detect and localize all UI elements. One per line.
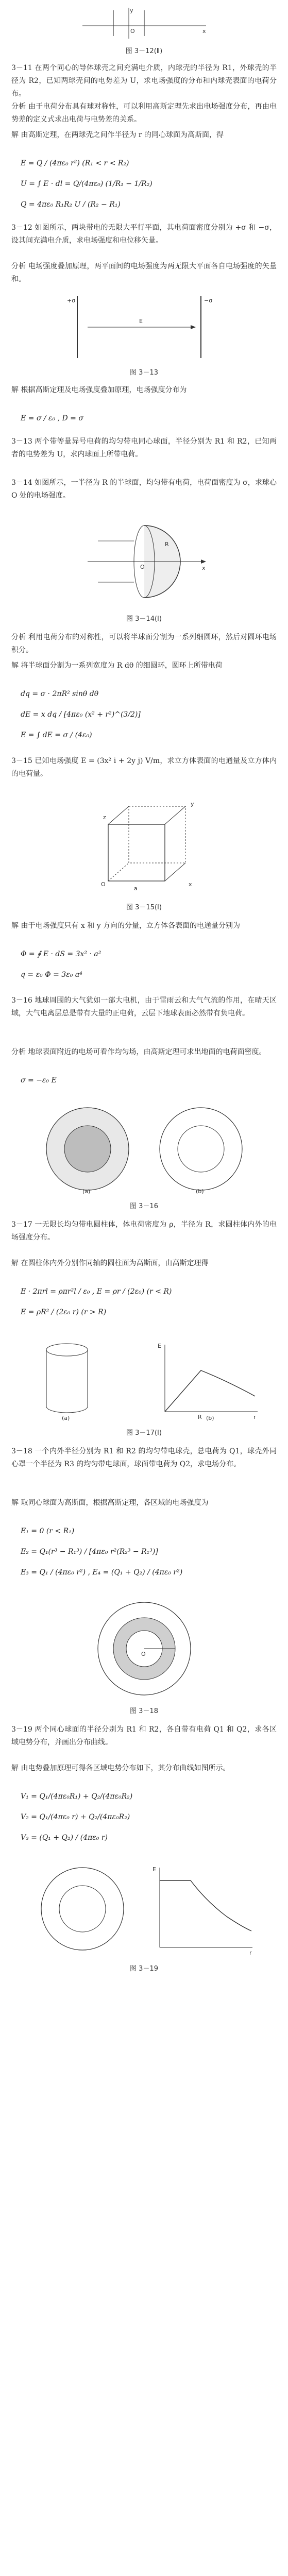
caption-3-14: 图 3－14(Ⅰ) xyxy=(126,615,162,623)
label-R-mark: R xyxy=(198,1414,202,1420)
solution-3-15: 解 由于电场强度只有 x 和 y 方向的分量，立方体各表面的电通量分别为 xyxy=(11,922,241,930)
label-origin-cube: O xyxy=(101,881,106,888)
figure-3-19 xyxy=(31,1860,258,1958)
problem-3-13: 3－13 两个带等量异号电荷的均匀带电同心球面，半径分别为 R1 和 R2，已知两者的电势差为 U，求内球面上所带电荷。 xyxy=(11,437,277,459)
equation-16: V₁ = Q₁/(4πε₀R₁) + Q₂/(4πε₀R₂) xyxy=(21,1792,133,1801)
label-E-axis: E xyxy=(158,1343,161,1349)
caption-3-13: 图 3－13 xyxy=(130,369,158,377)
label-r-axis-19: r xyxy=(249,1950,252,1956)
sublabel-a-17: (a) xyxy=(62,1415,70,1421)
label-side-a: a xyxy=(134,885,138,892)
figure-3-17 xyxy=(21,1334,268,1422)
figure-3-15 xyxy=(82,793,206,896)
solution-3-19: 解 由电势叠加原理可得各区域电势分布如下，其分布曲线如图所示。 xyxy=(11,1764,230,1772)
equation-7: E = ∫ dE = σ / (4ε₀) xyxy=(21,731,92,739)
caption-3-19: 图 3－19 xyxy=(130,1965,158,1973)
label-x: x xyxy=(202,28,206,35)
label-origin-shell: O xyxy=(141,1651,146,1657)
figure-3-14 xyxy=(77,515,211,608)
label-origin-hemi: O xyxy=(140,564,145,570)
equation-17: V₂ = Q₁/(4πε₀ r) + Q₂/(4πε₀R₂) xyxy=(21,1813,130,1821)
equation-9: q = ε₀ Φ = 3ε₀ a⁴ xyxy=(21,971,82,979)
analysis-3-16: 分析 地球表面附近的电场可看作均匀场，由高斯定理可求出地面的电荷面密度。 xyxy=(11,1048,266,1056)
sublabel-a: (a) xyxy=(82,1188,91,1195)
label-radius: R xyxy=(165,541,169,548)
problem-3-16: 3－16 地球周围的大气犹如一部大电机，由于雷雨云和大气气流的作用，在晴天区域，大气电离层总是带有大量的正电荷，云层下地球表面必然带有负电荷。 xyxy=(11,996,277,1018)
analysis-3-12: 分析 电场强度叠加原理，两平面间的电场强度为两无限大平面各自电场强度的矢量和。 xyxy=(11,262,277,283)
figure-3-12 xyxy=(77,5,211,41)
problem-3-14: 3－14 如图所示，一半径为 R 的半球面，均匀带有电荷，电荷面密度为 σ，求球心 O 处的电场强度。 xyxy=(11,479,277,500)
caption-3-12: 图 3－12(Ⅱ) xyxy=(125,47,163,55)
label-y-cube: y xyxy=(191,801,194,807)
label-y: y xyxy=(130,7,133,14)
equation-3: Q = 4πε₀ R₁R₂ U / (R₂ − R₁) xyxy=(21,200,121,209)
label-plus-sigma: +σ xyxy=(67,297,76,304)
equation-13: E₁ = 0 (r < R₁) xyxy=(21,1527,75,1535)
caption-3-18: 图 3－18 xyxy=(130,1707,158,1715)
label-field: E xyxy=(139,318,143,325)
label-V-axis: E xyxy=(153,1866,156,1873)
caption-3-16: 图 3－16 xyxy=(130,1202,158,1210)
label-minus-sigma: −σ xyxy=(204,297,213,304)
sublabel-b-17: (b) xyxy=(206,1415,214,1421)
sublabel-b: (b) xyxy=(196,1188,204,1195)
figure-3-13 xyxy=(46,291,242,363)
solution-3-17: 解 在圆柱体内外分别作同轴的圆柱面为高斯面，由高斯定理得 xyxy=(11,1259,209,1267)
label-r-axis: r xyxy=(253,1414,256,1420)
equation-8: Φ = ∮ E · dS = 3x² · a² xyxy=(21,950,101,958)
figure-3-16 xyxy=(31,1103,258,1195)
problem-3-19: 3－19 两个同心球面的半径分别为 R1 和 R2，各自带有电荷 Q1 和 Q2，求各区域电势分布，并画出分布曲线。 xyxy=(11,1725,277,1747)
caption-3-17: 图 3－17(Ⅰ) xyxy=(126,1429,162,1437)
solution-3-11: 解 由高斯定理，在两球壳之间作半径为 r 的同心球面为高斯面，得 xyxy=(11,131,224,139)
equation-5: dq = σ · 2πR² sinθ dθ xyxy=(21,690,99,698)
figure-3-18 xyxy=(93,1597,196,1700)
label-z-cube: z xyxy=(103,814,106,821)
equation-18: V₃ = (Q₁ + Q₂) / (4πε₀ r) xyxy=(21,1834,108,1842)
analysis-3-14: 分析 利用电荷分布的对称性，可以将半球面分割为一系列细圆环，然后对圆环电场积分。 xyxy=(11,633,277,654)
equation-11: E · 2πrl = ρπr²l / ε₀ , E = ρr / (2ε₀) (r < R) xyxy=(21,1287,172,1296)
equation-4: E = σ / ε₀ , D = σ xyxy=(21,414,83,422)
equation-2: U = ∫ E · dl = Q/(4πε₀) (1/R₁ − 1/R₂) xyxy=(21,180,153,188)
label-x-hemi: x xyxy=(202,565,206,571)
equation-1: E = Q / (4πε₀ r²) (R₁ < r < R₂) xyxy=(21,159,129,167)
problem-3-12: 3－12 如图所示，两块带电的无限大平行平面，其电荷面密度分别为 +σ 和 −σ，设其间充满电介质，求电场强度和电位移矢量。 xyxy=(11,224,277,245)
equation-12: E = ρR² / (2ε₀ r) (r > R) xyxy=(21,1308,107,1316)
equation-6: dE = x dq / [4πε₀ (x² + r²)^(3/2)] xyxy=(21,710,141,719)
solution-3-18: 解 取同心球面为高斯面，根据高斯定理，各区域的电场强度为 xyxy=(11,1499,209,1507)
problem-3-11: 3－11 在两个同心的导体球壳之间充满电介质，内球壳的半径为 R1，外球壳的半径为 R2，已知两球壳间的电势差为 U，求电场强度的分布和内球壳表面的电荷分布。 xyxy=(11,64,277,98)
equation-10: σ = −ε₀ E xyxy=(21,1076,57,1084)
equation-14: E₂ = Q₁(r³ − R₁³) / [4πε₀ r²(R₂³ − R₁³)] xyxy=(21,1548,158,1556)
equation-15: E₃ = Q₁ / (4πε₀ r²) , E₄ = (Q₁ + Q₂) / (4πε₀ r²) xyxy=(21,1568,183,1577)
caption-3-15: 图 3－15(Ⅰ) xyxy=(126,904,162,911)
problem-3-18: 3－18 一个内外半径分别为 R1 和 R2 的均匀带电球壳，总电荷为 Q1，球壳外同心罩一个半径为 R3 的均匀带电球面，球面带电荷为 Q2，求电场分布。 xyxy=(11,1447,277,1468)
problem-3-15: 3－15 已知电场强度 E = (3x² i + 2y j) V/m，求立方体表面的电通量及立方体内的电荷量。 xyxy=(11,757,277,778)
label-x-cube: x xyxy=(189,881,192,888)
problem-3-17: 3－17 一无限长均匀带电圆柱体，体电荷密度为 ρ，半径为 R，求圆柱体内外的电场强度分布。 xyxy=(11,1221,277,1242)
solution-3-14: 解 将半球面分割为一系列宽度为 R dθ 的细圆环，圆环上所带电荷 xyxy=(11,662,223,670)
solution-3-12: 解 根据高斯定理及电场强度叠加原理，电场强度分布为 xyxy=(11,386,187,394)
label-origin: O xyxy=(130,28,135,35)
analysis-3-11: 分析 由于电荷分布具有球对称性，可以利用高斯定理先求出电场强度分布，再由电势差的定义式求出电荷与电势差的关系。 xyxy=(11,103,277,124)
